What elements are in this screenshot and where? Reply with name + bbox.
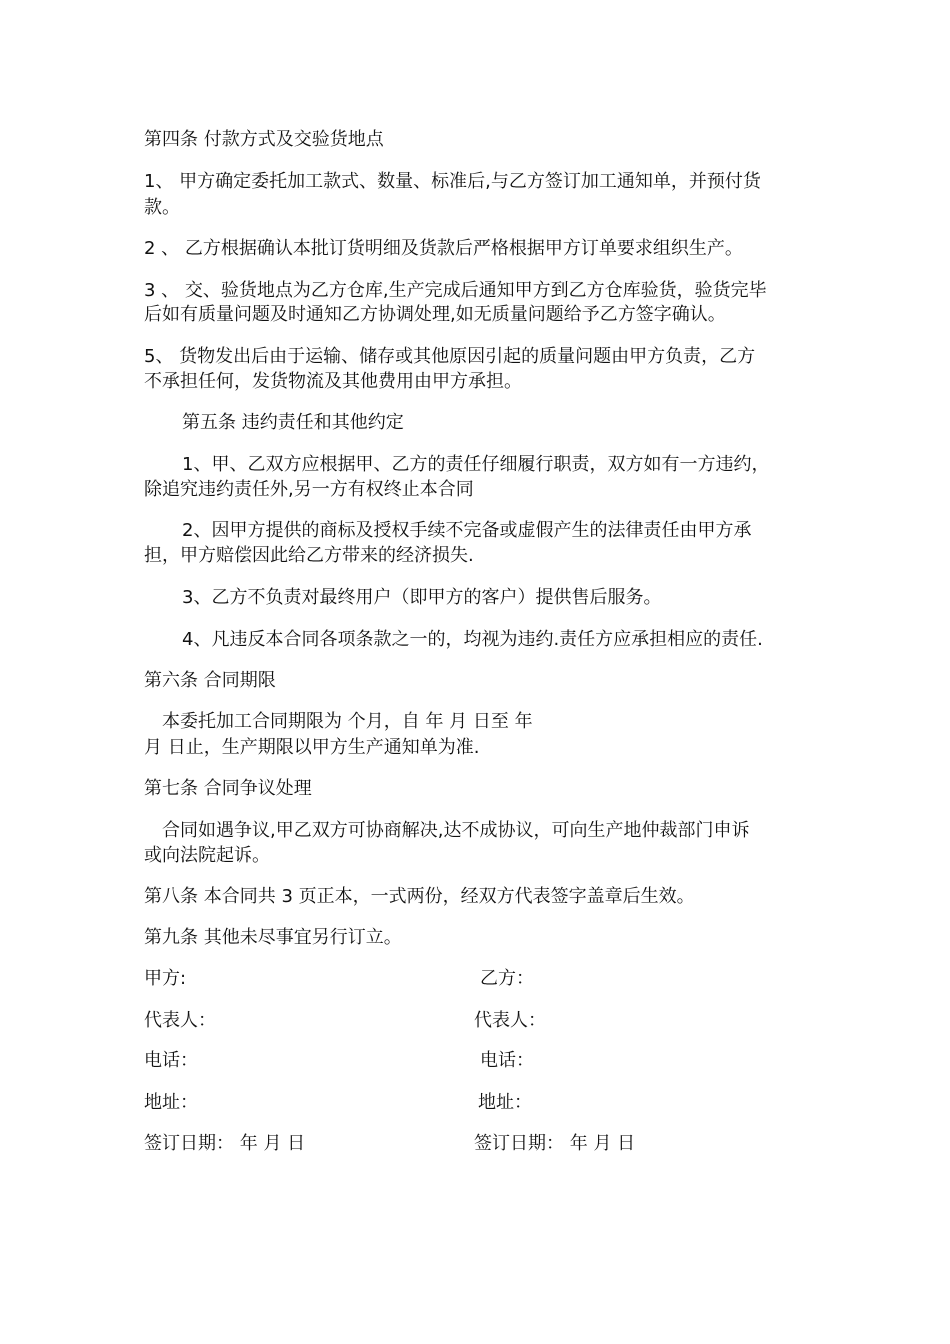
article-4-item-5: 5、 货物发出后由于运输、储存或其他原因引起的质量问题由甲方负责，乙方 <box>144 346 756 367</box>
article-6-title: 第六条 合同期限 <box>144 670 276 691</box>
phone-b-label: 电话： <box>480 1050 534 1071</box>
address-b-label: 地址： <box>478 1092 532 1113</box>
article-5-item-4: 4、凡违反本合同各项条款之一的，均视为违约.责任方应承担相应的责任. <box>182 629 763 650</box>
article-4-item-5-cont: 不承担任何，发货物流及其他费用由甲方承担。 <box>144 371 522 392</box>
article-4-item-2: 2 、 乙方根据确认本批订货明细及货款后严格根据甲方订单要求组织生产。 <box>144 238 743 259</box>
sign-date-a: 签订日期： 年 月 日 <box>144 1133 306 1154</box>
address-a-label: 地址： <box>144 1092 198 1113</box>
article-5-item-1-cont: 除追究违约责任外,另一方有权终止本合同 <box>144 479 474 500</box>
article-8: 第八条 本合同共 3 页正本，一式两份，经双方代表签字盖章后生效。 <box>144 886 695 907</box>
article-5-item-1: 1、甲、乙双方应根据甲、乙方的责任仔细履行职责，双方如有一方违约， <box>182 454 770 475</box>
article-6-text-cont: 月 日止，生产期限以甲方生产通知单为准. <box>144 737 480 758</box>
phone-a-label: 电话： <box>144 1050 198 1071</box>
article-4-title: 第四条 付款方式及交验货地点 <box>144 129 384 150</box>
article-7-title: 第七条 合同争议处理 <box>144 778 312 799</box>
article-4-item-1-cont: 款。 <box>144 197 180 218</box>
sign-date-b: 签订日期： 年 月 日 <box>474 1133 636 1154</box>
article-7-text-cont: 或向法院起诉。 <box>144 845 270 866</box>
representative-a-label: 代表人： <box>144 1010 216 1031</box>
article-4-item-1: 1、 甲方确定委托加工款式、数量、标准后,与乙方签订加工通知单，并预付货 <box>144 171 761 192</box>
article-5-item-3: 3、乙方不负责对最终用户（即甲方的客户）提供售后服务。 <box>182 587 662 608</box>
article-7-text: 合同如遇争议,甲乙双方可协商解决,达不成协议，可向生产地仲裁部门申诉 <box>162 820 750 841</box>
article-4-item-3: 3 、 交、验货地点为乙方仓库,生产完成后通知甲方到乙方仓库验货，验货完毕 <box>144 280 767 301</box>
article-5-item-2-cont: 担，甲方赔偿因此给乙方带来的经济损失. <box>144 545 474 566</box>
article-9: 第九条 其他未尽事宜另行订立。 <box>144 927 402 948</box>
article-5-title: 第五条 违约责任和其他约定 <box>182 412 404 433</box>
article-5-item-2: 2、因甲方提供的商标及授权手续不完备或虚假产生的法律责任由甲方承 <box>182 520 752 541</box>
article-6-text: 本委托加工合同期限为 个月，自 年 月 日至 年 <box>162 711 533 732</box>
article-4-item-3-cont: 后如有质量问题及时通知乙方协调处理,如无质量问题给予乙方签字确认。 <box>144 304 726 325</box>
party-a-label: 甲方: <box>144 968 187 989</box>
representative-b-label: 代表人： <box>474 1010 546 1031</box>
party-b-label: 乙方： <box>480 968 534 989</box>
